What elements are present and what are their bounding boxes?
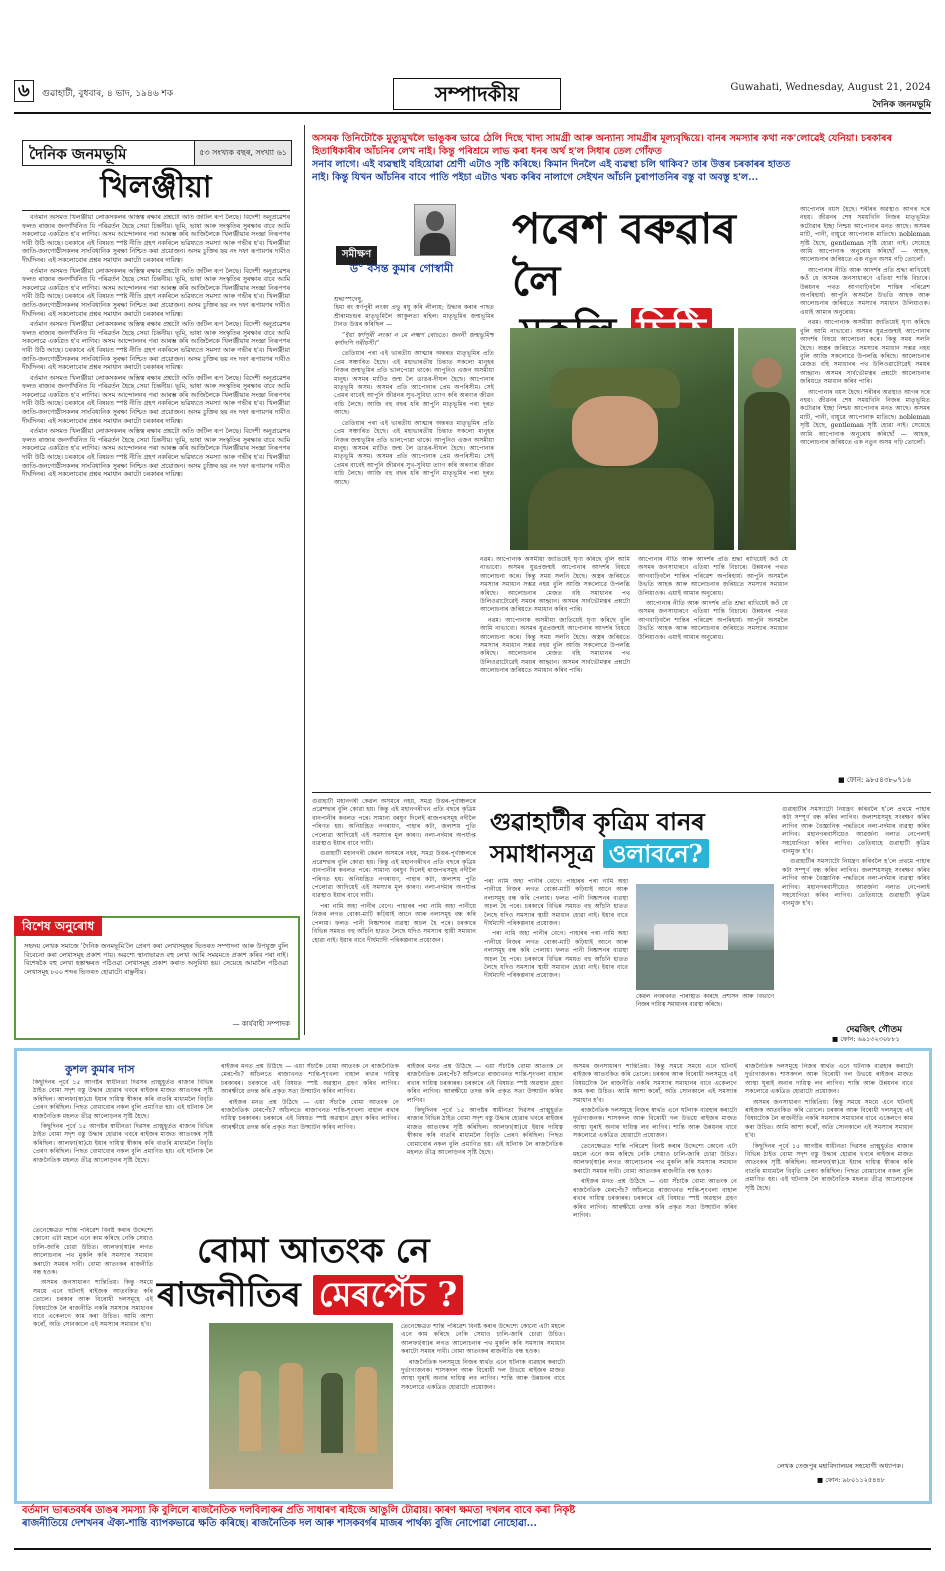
article3-column-left (33, 1227, 153, 1489)
article1-headline-line1: পৰেশ বৰুৱাৰ লৈ (512, 204, 736, 305)
article3-paragraph: ৰাইজৰ মনত প্ৰশ্ন উঠিছে — এয়া সঁচাকৈ বোমা আতংক নে ৰাজনৈতিক মেৰপেঁচ? আঁচলতে ৰাজ্যখনত শান্তি-শৃংখলা বাহাল ৰখাৰ দায়িত্ব চৰকাৰৰ। চৰকাৰে এই বিষয়ত স্পষ্ট অৱস্থান গ্ৰহণ কৰিব লাগিব। আৰক্ষীয়ে তদন্ত কৰি প্ৰকৃত সত্য উদ্ঘাটন কৰিব লাগিব। (407, 1063, 563, 1104)
article3-author-note: লেখক তেজপুৰ মহাবিদ্যালয়ৰ সহযোগী অধ্যাপক। (777, 1462, 904, 1470)
article3-paragraph: অসমৰ জনসাধাৰণ শান্তিপ্ৰিয়। কিন্তু সময়ে সময়ে এনে ঘটনাই ৰাইজক আতংকিত কৰি তোলে। চৰকাৰ আৰু বিৰোধী দলসমূহে এই বিষয়টোক লৈ ৰাজনীতি নকৰি সমস্যাৰ সমাধানৰ বাবে একেলগে কাম কৰা উচিত। আমি আশা কৰোঁ, অতি সোনকালে এই সমস্যাৰ সমাধান হ'ব। (573, 1063, 737, 1104)
article3-paragraph: অসমৰ জনসাধাৰণ শান্তিপ্ৰিয়। কিন্তু সময়ে সময়ে এনে ঘটনাই ৰাইজক আতংকিত কৰি তোলে। চৰকাৰ আৰু বিৰোধী দলসমূহে এই বিষয়টোক লৈ ৰাজনীতি নকৰি সমস্যাৰ সমাধানৰ বাবে একেলগে কাম কৰা উচিত। আমি আশা কৰোঁ, অতি সোনকালে এই সমস্যাৰ সমাধান হ'ব। (33, 1279, 153, 1329)
article3-column-5 (573, 1063, 737, 1489)
article3-paragraph: কিছুদিনৰ পূৰ্বে ১৫ আগষ্টৰ স্বাধীনতা দিৱসৰ প্ৰাক্মুহূৰ্তত ৰাজ্যৰ বিভিন্ন ঠাইত বোমা সদৃশ বস্তু উদ্ধাৰ হোৱাৰ খবৰে ৰাইজৰ মাজত আতংকৰ সৃষ্টি কৰিছিল। আলফা(স্বা)য়ে ইয়াৰ দায়িত্ব স্বীকাৰ কৰি বাতৰি মাধ্যমলৈ বিবৃতি প্ৰেৰণ কৰিছিল। পিছত বোমাবোৰ নকল বুলি প্ৰমাণিত হয়। এই ঘটনাক লৈ ৰাজনৈতিক মহলত তীব্ৰ আলোড়নৰ সৃষ্টি হৈছে। (33, 1079, 213, 1120)
article3-paragraph: তেনেক্ষেত্ৰত শান্তি পৰিৱেশ বিনষ্ট কৰাৰ উদ্দেশ্যে কোনো এটা মহলে এনে কাম কৰিছে নেকি সেয়াও চালি-জাৰি চোৱা উচিত। আলফা(স্বা)ৰ লগত আলোচনাৰ পথ মুকলি কৰি সমস্যাৰ সমাধান কৰাটো সময়ৰ দাবী। বোমা আতংকৰ ৰাজনীতি বন্ধ হওক। (401, 1323, 565, 1356)
article3-column-2 (221, 1063, 399, 1223)
article3-column-6 (745, 1063, 913, 1455)
article2-headline-highlight: ওলাবনে? (603, 839, 709, 868)
article3-paragraph: কিছুদিনৰ পূৰ্বে ১৫ আগষ্টৰ স্বাধীনতা দিৱসৰ প্ৰাক্মুহূৰ্তত ৰাজ্যৰ বিভিন্ন ঠাইত বোমা সদৃশ বস্তু উদ্ধাৰ হোৱাৰ খবৰে ৰাইজৰ মাজত আতংকৰ সৃষ্টি কৰিছিল। আলফা(স্বা)য়ে ইয়াৰ দায়িত্ব স্বীকাৰ কৰি বাতৰি মাধ্যমলৈ বিবৃতি প্ৰেৰণ কৰিছিল। পিছত বোমাবোৰ নকল বুলি প্ৰমাণিত হয়। এই ঘটনাক লৈ ৰাজনৈতিক মহলত তীব্ৰ আলোড়নৰ সৃষ্টি হৈছে। (33, 1123, 213, 1164)
header-rule (14, 112, 931, 114)
masthead-paper-name: দৈনিক জনমভূমি (29, 145, 127, 163)
article1-column-4 (800, 206, 930, 766)
top-banner-line: অসমক তিনিটোকৈ মুত্যুমুখলৈ ভাঙুকৰ ভাৱে ঠেলি দিছে খাদ্য সামগ্ৰী আৰু অন্যান্য সামগ্ৰীৰ মূল্যবৃদ্ধিয়ে। বানৰ সমস্যাৰ কথা নক'লোৱেই যেনিয়া। চৰকাৰৰ হিতাধিকাৰীৰ আঁচনিৰ লেখ নাই। কিন্তু পৰিশ্ৰমে লাভ কৰা ধনৰ অৰ্থ হ'ল সিধাৰ তেল গোঁফত (312, 133, 892, 157)
article2-paragraph: পৰা নামি অহা পানীৰ বেগে। পাহাৰৰ পৰা নামি অহা পানীয়ে নিজৰ লগত বোকা-মাটি কঢ়িয়াই আনে আৰু নলাসমূহ বন্ধ কৰি পেলায়। ফলত পানী নিষ্কাশনৰ ব্যৱস্থা অচল হৈ পৰে। চৰকাৰে বিভিন্ন সময়ত বহু আঁচনি হাতত লৈছে যদিও সমস্যাৰ স্থায়ী সমাধান হোৱা নাই। ইয়াৰ বাবে দীৰ্ঘম্যাদী পৰিকল্পনাৰ প্ৰয়োজন। (484, 878, 628, 928)
article3-paragraph: ৰাজনৈতিক দলসমূহে নিজৰ স্বাৰ্থত এনে ঘটনাক ব্যৱহাৰ কৰাটো দুৰ্ভাগ্যজনক। শাসকদল আৰু বিৰোধী দল উভয়ে ৰাইজৰ মাজত আস্থা ঘূৰাই অনাৰ দায়িত্ব লব লাগিব। শান্তি আৰু উন্নয়নৰ বাবে সকলোৱে একত্ৰিত হোৱাটো প্ৰয়োজন। (573, 1107, 737, 1140)
article1-intro-column (334, 296, 494, 556)
article1-paragraph: আপোনাৰ নীতি আৰু আদৰ্শৰ প্ৰতি শ্ৰদ্ধা ৰাখিয়েই কওঁ যে অসমৰ জনসাধাৰণে এতিয়া শান্তি বিচাৰে। উন্নয়নৰ পথত আগবাঢ়িবলৈ শান্তিৰ পৰিৱেশ অপৰিহাৰ্য। আপুনি অসমলৈ উভতি আহক আৰু আলোচনাৰ জৰিয়তে সমস্যাৰ সমাধান উলিয়াওক। এয়াই আমাৰ অনুৰোধ। (800, 266, 930, 316)
article2-paragraph: গুৱাহাটীৰ সমস্যাটো নিয়ন্ত্ৰণ কৰিবলৈ হ'লে প্ৰথমে পাহাৰ কটা সম্পূৰ্ণ বন্ধ কৰিব লাগিব। জলাশয়সমূহ সংৰক্ষণ কৰিব লাগিব আৰু বৈজ্ঞানিক পদ্ধতিৰে নলা-নৰ্দমাৰ ব্যৱস্থা কৰিব লাগিব। মহানগৰবাসীয়েও আৱৰ্জনা নলাত নেপেলাই সহযোগিতা কৰিব লাগিব। তেতিয়াহে গুৱাহাটী কৃত্ৰিম বানমুক্ত হ'ব। (782, 858, 930, 908)
notice-box (14, 916, 300, 1040)
article1-paragraph: আপোনাৰ বয়স হৈছে। শৰীৰৰ অৱস্থাও আগৰ দৰে নহয়। জীৱনৰ শেষ সময়খিনি নিজৰ মাতৃভূমিত কটোৱাৰ ইচ্ছা নিশ্চয় আপোনাৰ মনত আছে। অসমৰ মাটি, পানী, বায়ুৱে আপোনাক মাতিছে। nobleman সৃষ্টি হৈছে, gentleman সৃষ্টি হোৱা নাই। সেয়েহে আমি আপোনাক অনুৰোধ কৰিছোঁ — আহক, আলোচনাৰ জৰিয়তে এক নতুন অসম গঢ়ি তোলোঁ। (800, 388, 930, 446)
editorial-title: খিলঞ্জীয়া (100, 170, 212, 205)
bottom-banner (22, 1504, 922, 1544)
article2-paragraph: পৰা নামি অহা পানীৰ বেগে। পাহাৰৰ পৰা নামি অহা পানীয়ে নিজৰ লগত বোকা-মাটি কঢ়িয়াই আনে আৰু নলাসমূহ বন্ধ কৰি পেলায়। ফলত পানী নিষ্কাশনৰ ব্যৱস্থা অচল হৈ পৰে। চৰকাৰে বিভিন্ন সময়ত বহু আঁচনি হাতত লৈছে যদিও সমস্যাৰ স্থায়ী সমাধান হোৱা নাই। ইয়াৰ বাবে দীৰ্ঘম্যাদী পৰিকল্পনাৰ প্ৰয়োজন। (484, 930, 628, 980)
article2-paragraph: গুৱাহাটী মহানগৰী কেৱল অসমৰে নহয়, সমগ্ৰ উত্তৰ-পূৰ্বাঞ্চলৰে প্ৰৱেশদ্বাৰ বুলি কোৱা হয়। কিন্তু এই মহানগৰীখন প্ৰতি বছৰে কৃত্ৰিম বানপানীৰ কবলত পৰে। সামান্য বৰষুণ দিলেই ৰাজপথসমূহ নদীলৈ পৰিণত হয়। অনিয়ন্ত্ৰিত নগৰায়ণ, পাহাৰ কটা, জলাশয় পুতি পেলোৱা আদিয়েই এই সমস্যাৰ মূল কাৰণ। নলা-নৰ্দমাৰ অপৰ্যাপ্ত ব্যৱস্থাও ইয়াৰ বাবে দায়ী। (312, 798, 476, 848)
bottom-banner-line: বৰ্তমান ভাৰতবৰ্ষৰ ডাঙৰ সমস্যা কি বুলিলে ৰাজনৈতিক দলবিলাকৰ প্ৰতি সাধাৰণ ৰাইজে আঙুলি টোৱায়। কাৰণ ক্ষমতা দখলৰ বাবে কৰা নিকৃষ্ট (22, 1505, 576, 1516)
article1-paragraph: আপোনাৰ নীতি আৰু আদৰ্শৰ প্ৰতি শ্ৰদ্ধা ৰাখিয়েই কওঁ যে অসমৰ জনসাধাৰণে এতিয়া শান্তি বিচাৰে। উন্নয়নৰ পথত আগবাঢ়িবলৈ শান্তিৰ পৰিৱেশ অপৰিহাৰ্য। আপুনি অসমলৈ উভতি আহক আৰু আলোচনাৰ জৰিয়তে সমস্যাৰ সমাধান উলিয়াওক। এয়াই আমাৰ অনুৰোধ। (638, 556, 788, 597)
section-divider (312, 792, 931, 793)
article1-author: ড° বসন্ত কুমাৰ গোস্বামী (350, 262, 454, 275)
article1-paragraph: নৱম। আপোনাক অসমীয়া জাতিয়েই ঘৃণা কৰিছে বুলি আমি নাভাবো। অসমৰ যুৱপ্ৰজন্মই আপোনাৰ আদৰ্শৰ বিষয়ে আলোচনা কৰে। কিন্তু সময় সলনি হৈছে। অস্ত্ৰৰ জৰিয়তে সমস্যাৰ সমাধান সম্ভৱ নহয় বুলি আজি সকলোৱে উপলব্ধি কৰিছে। আলোচনাৰ মেজত বহি সমাধানৰ পথ উলিওৱাটোৱেই সময়ৰ আহ্বান। অসমৰ সাৰ্বভৌমত্বৰ প্ৰশ্নটো আলোচনাৰ জৰিয়তে সমাধান কৰিব পাৰি। (480, 556, 630, 614)
masthead (22, 140, 292, 166)
editorial-paragraph: বৰ্তমান অসমত খিলঞ্জীয়া লোকসকলৰ অস্তিত্ব ৰক্ষাৰ প্ৰশ্নটো অতি জটিল ৰূপ লৈছে। বিদেশী অনুপ্ৰৱেশৰ ফলত ৰাজ্যৰ জনগাঁথনিত যি পৰিৱৰ্তন হৈছে সেয়া চিন্তনীয়। ভূমি, ভাষা আৰু সংস্কৃতিৰ সুৰক্ষাৰ বাবে আমি সকলোৱে একত্ৰিত হ'ব লাগিব। অসম আন্দোলনৰ পৰা আৰম্ভ কৰি আজিলৈকে খিলঞ্জীয়াৰ সংজ্ঞা নিৰূপণৰ দাবী উঠি আছে। চৰকাৰে এই বিষয়ত স্পষ্ট নীতি গ্ৰহণ নকৰিলে ভৱিষ্যতে সমস্যা আৰু গভীৰ হ'ব। খিলঞ্জীয়া জাতি-জনগোষ্ঠীসকলৰ সাংবিধানিক সুৰক্ষা নিশ্চিত কৰা প্ৰয়োজন। অসম চুক্তিৰ ছয় নং দফা ৰূপায়ণৰ দাবীও দীৰ্ঘদিনৰ। এই সকলোবোৰ প্ৰশ্নৰ সমাধান কৰাটো চৰকাৰৰ দায়িত্ব। (22, 428, 290, 479)
article3-paragraph: ৰাজনৈতিক দলসমূহে নিজৰ স্বাৰ্থত এনে ঘটনাক ব্যৱহাৰ কৰাটো দুৰ্ভাগ্যজনক। শাসকদল আৰু বিৰোধী দল উভয়ে ৰাইজৰ মাজত আস্থা ঘূৰাই অনাৰ দায়িত্ব লব লাগিব। শান্তি আৰু উন্নয়নৰ বাবে সকলোৱে একত্ৰিত হোৱাটো প্ৰয়োজন। (401, 1358, 565, 1391)
article3-paragraph: কিছুদিনৰ পূৰ্বে ১৫ আগষ্টৰ স্বাধীনতা দিৱসৰ প্ৰাক্মুহূৰ্তত ৰাজ্যৰ বিভিন্ন ঠাইত বোমা সদৃশ বস্তু উদ্ধাৰ হোৱাৰ খবৰে ৰাইজৰ মাজত আতংকৰ সৃষ্টি কৰিছিল। আলফা(স্বা)য়ে ইয়াৰ দায়িত্ব স্বীকাৰ কৰি বাতৰি মাধ্যমলৈ বিবৃতি প্ৰেৰণ কৰিছিল। পিছত বোমাবোৰ নকল বুলি প্ৰমাণিত হয়। এই ঘটনাক লৈ ৰাজনৈতিক মহলত তীব্ৰ আলোড়নৰ সৃষ্টি হৈছে। (407, 1107, 563, 1157)
header-date-left: গুৱাহাটী, বুধবাৰ, ৪ ভাদ, ১৯৪৬ শক (42, 89, 174, 99)
article3-paragraph: কিছুদিনৰ পূৰ্বে ১৫ আগষ্টৰ স্বাধীনতা দিৱসৰ প্ৰাক্মুহূৰ্তত ৰাজ্যৰ বিভিন্ন ঠাইত বোমা সদৃশ বস্তু উদ্ধাৰ হোৱাৰ খবৰে ৰাইজৰ মাজত আতংকৰ সৃষ্টি কৰিছিল। আলফা(স্বা)য়ে ইয়াৰ দায়িত্ব স্বীকাৰ কৰি বাতৰি মাধ্যমলৈ বিবৃতি প্ৰেৰণ কৰিছিল। পিছত বোমাবোৰ নকল বুলি প্ৰমাণিত হয়। এই ঘটনাক লৈ ৰাজনৈতিক মহলত তীব্ৰ আলোড়নৰ সৃষ্টি হৈছে। (745, 1142, 913, 1192)
notice-signature: — কাৰ্যবাহী সম্পাদক (232, 1020, 290, 1028)
article3-paragraph: তেনেক্ষেত্ৰত শান্তি পৰিৱেশ বিনষ্ট কৰাৰ উদ্দেশ্যে কোনো এটা মহলে এনে কাম কৰিছে নেকি সেয়াও চালি-জাৰি চোৱা উচিত। আলফা(স্বা)ৰ লগত আলোচনাৰ পথ মুকলি কৰি সমস্যাৰ সমাধান কৰাটো সময়ৰ দাবী। বোমা আতংকৰ ৰাজনীতি বন্ধ হওক। (33, 1227, 153, 1277)
footer-rule (14, 1548, 931, 1550)
article1-paragraph: নৱম। আপোনাক অসমীয়া জাতিয়েই ঘৃণা কৰিছে বুলি আমি নাভাবো। অসমৰ যুৱপ্ৰজন্মই আপোনাৰ আদৰ্শৰ বিষয়ে আলোচনা কৰে। কিন্তু সময় সলনি হৈছে। অস্ত্ৰৰ জৰিয়তে সমস্যাৰ সমাধান সম্ভৱ নহয় বুলি আজি সকলোৱে উপলব্ধি কৰিছে। আলোচনাৰ মেজত বহি সমাধানৰ পথ উলিওৱাটোৱেই সময়ৰ আহ্বান। অসমৰ সাৰ্বভৌমত্বৰ প্ৰশ্নটো আলোচনাৰ জৰিয়তে সমাধান কৰিব পাৰি। (480, 616, 630, 675)
page-number: ৬ (14, 80, 34, 102)
editorial-paragraph: বৰ্তমান অসমত খিলঞ্জীয়া লোকসকলৰ অস্তিত্ব ৰক্ষাৰ প্ৰশ্নটো অতি জটিল ৰূপ লৈছে। বিদেশী অনুপ্ৰৱেশৰ ফলত ৰাজ্যৰ জনগাঁথনিত যি পৰিৱৰ্তন হৈছে সেয়া চিন্তনীয়। ভূমি, ভাষা আৰু সংস্কৃতিৰ সুৰক্ষাৰ বাবে আমি সকলোৱে একত্ৰিত হ'ব লাগিব। অসম আন্দোলনৰ পৰা আৰম্ভ কৰি আজিলৈকে খিলঞ্জীয়াৰ সংজ্ঞা নিৰূপণৰ দাবী উঠি আছে। চৰকাৰে এই বিষয়ত স্পষ্ট নীতি গ্ৰহণ নকৰিলে ভৱিষ্যতে সমস্যা আৰু গভীৰ হ'ব। খিলঞ্জীয়া জাতি-জনগোষ্ঠীসকলৰ সাংবিধানিক সুৰক্ষা নিশ্চিত কৰা প্ৰয়োজন। অসম চুক্তিৰ ছয় নং দফা ৰূপায়ণৰ দাবীও দীৰ্ঘদিনৰ। এই সকলোবোৰ প্ৰশ্নৰ সমাধান কৰাটো চৰকাৰৰ দায়িত্ব। (22, 267, 290, 318)
header-paper-name: দৈনিক জনমভূমি (872, 100, 931, 110)
article2-phone: ■ ফোন: ৬৯১৩২৩০৮৮১ (832, 1035, 900, 1043)
notice-body: সহৃদয় লেখক সমাজে 'দৈনিক জনমভূমি'লৈ প্ৰেৰণ কৰা লেখাসমূহৰ ভিতৰত সম্পাদনা আৰু উপযুক্ত বুলি বিবেচনা কৰা লেখাসমূহ প্ৰকাশ পায়। অৱশ্যে স্থানাভাৱত বহু লেখা আমি সময়মতে প্ৰকাশ কৰিব পৰা নাই। বিশেষকৈ বহু লেখা হস্তাক্ষৰত পঠিওৱা লেখাসমূহ প্ৰকাশ কৰাত অসুবিধা হয়। সেয়েহে আমালৈ পঠিওৱা লেখাসমূহ ৮০০ শব্দৰ ভিতৰত হোৱাটো বাঞ্ছনীয়। (24, 942, 288, 976)
article3-author: কুশল কুমাৰ দাস (65, 1063, 135, 1076)
column-label: সমীক্ষণ (336, 246, 377, 265)
article3-paragraph: ৰাইজৰ মনত প্ৰশ্ন উঠিছে — এয়া সঁচাকৈ বোমা আতংক নে ৰাজনৈতিক মেৰপেঁচ? আঁচলতে ৰাজ্যখনত শান্তি-শৃংখলা বাহাল ৰখাৰ দায়িত্ব চৰকাৰৰ। চৰকাৰে এই বিষয়ত স্পষ্ট অৱস্থান গ্ৰহণ কৰিব লাগিব। আৰক্ষীয়ে তদন্ত কৰি প্ৰকৃত সত্য উদ্ঘাটন কৰিব লাগিব। (573, 1178, 737, 1219)
article2-column-2 (484, 878, 628, 1038)
article3-photo (209, 1323, 393, 1489)
article1-paragraph: নৱম। আপোনাক অসমীয়া জাতিয়েই ঘৃণা কৰিছে বুলি আমি নাভাবো। অসমৰ যুৱপ্ৰজন্মই আপোনাৰ আদৰ্শৰ বিষয়ে আলোচনা কৰে। কিন্তু সময় সলনি হৈছে। অস্ত্ৰৰ জৰিয়তে সমস্যাৰ সমাধান সম্ভৱ নহয় বুলি আজি সকলোৱে উপলব্ধি কৰিছে। আলোচনাৰ মেজত বহি সমাধানৰ পথ উলিওৱাটোৱেই সময়ৰ আহ্বান। অসমৰ সাৰ্বভৌমত্বৰ প্ৰশ্নটো আলোচনাৰ জৰিয়তে সমাধান কৰিব পাৰি। (800, 319, 930, 386)
article1-quote: “ইয়া স্বৰ্ণপুৰী লংকা ন মে লক্ষ্মণ ৰোচতে। জননী জন্মভূমিশ্চ স্বৰ্গাদপি গৰীয়সী।” (334, 331, 494, 348)
article2-column-3 (782, 806, 930, 1022)
article3-paragraph: ৰাইজৰ মনত প্ৰশ্ন উঠিছে — এয়া সঁচাকৈ বোমা আতংক নে ৰাজনৈতিক মেৰপেঁচ? আঁচলতে ৰাজ্যখনত শান্তি-শৃংখলা বাহাল ৰখাৰ দায়িত্ব চৰকাৰৰ। চৰকাৰে এই বিষয়ত স্পষ্ট অৱস্থান গ্ৰহণ কৰিব লাগিব। আৰক্ষীয়ে তদন্ত কৰি প্ৰকৃত সত্য উদ্ঘাটন কৰিব লাগিব। (221, 1063, 399, 1096)
article3-paragraph: তেনেক্ষেত্ৰত শান্তি পৰিৱেশ বিনষ্ট কৰাৰ উদ্দেশ্যে কোনো এটা মহলে এনে কাম কৰিছে নেকি সেয়াও চালি-জাৰি চোৱা উচিত। আলফা(স্বা)ৰ লগত আলোচনাৰ পথ মুকলি কৰি সমস্যাৰ সমাধান কৰাটো সময়ৰ দাবী। বোমা আতংকৰ ৰাজনীতি বন্ধ হওক। (573, 1142, 737, 1175)
top-banner (312, 132, 930, 192)
article2-headline (490, 806, 790, 870)
article1-photo-2 (738, 328, 796, 550)
article3-column-1 (33, 1079, 213, 1223)
article2-paragraph: পৰা নামি অহা পানীৰ বেগে। পাহাৰৰ পৰা নামি অহা পানীয়ে নিজৰ লগত বোকা-মাটি কঢ়িয়াই আনে আৰু নলাসমূহ বন্ধ কৰি পেলায়। ফলত পানী নিষ্কাশনৰ ব্যৱস্থা অচল হৈ পৰে। চৰকাৰে বিভিন্ন সময়ত বহু আঁচনি হাতত লৈছে যদিও সমস্যাৰ স্থায়ী সমাধান হোৱা নাই। ইয়াৰ বাবে দীৰ্ঘম্যাদী পৰিকল্পনাৰ প্ৰয়োজন। (312, 902, 476, 944)
article3-headline-word: ৰাজনীতিৰ (157, 1275, 301, 1315)
article1-paragraph: আপোনাৰ নীতি আৰু আদৰ্শৰ প্ৰতি শ্ৰদ্ধা ৰাখিয়েই কওঁ যে অসমৰ জনসাধাৰণে এতিয়া শান্তি বিচাৰে। উন্নয়নৰ পথত আগবাঢ়িবলৈ শান্তিৰ পৰিৱেশ অপৰিহাৰ্য। আপুনি অসমলৈ উভতি আহক আৰু আলোচনাৰ জৰিয়তে সমস্যাৰ সমাধান উলিয়াওক। এয়াই আমাৰ অনুৰোধ। (638, 600, 788, 641)
top-banner-line: সনাব লাগে। এই ব্যৱস্থাই বহিয়োৱা শ্ৰেণী এটাও সৃষ্টি কৰিছে। কিমান দিনলৈ এই ব্যৱস্থা চলি থাকিব? তাৰ উত্তৰ চৰকাৰৰ হাতত (312, 159, 791, 170)
author-photo (414, 204, 456, 256)
editorial-body (22, 214, 290, 894)
article1-paragraph: তেতিয়াৰ পৰা এই ভাৰতীয় আত্মাৰ অন্তৰত মাতৃভূমিৰ প্ৰতি প্ৰেম সঞ্চাৰিত হৈছে। এই মহাভাৰতীয় চিন্তাত সকলো মানুহৰ নিজৰ জন্মভূমিৰ প্ৰতি ভালপোৱা থাকে। আপুনিও এজন অসমীয়া মানুহ। অসমৰ মাটিত জন্ম লৈ ডাঙৰ-দীঘল হৈছে। আপোনাৰ মাতৃভূমি অসম। অসমৰ প্ৰতি আপোনাৰ প্ৰেম অপৰিসীম। সেই প্ৰেমৰ বাবেই আপুনি জীৱনৰ সুখ-সুবিধা ত্যাগ কৰি অৰণ্যৰ জীৱন বাচি লৈছে। আজি বহু বছৰ ধৰি আপুনি মাতৃভূমিৰ পৰা দূৰত আছে। (334, 350, 494, 417)
article1-paragraph: আপোনাৰ বয়স হৈছে। শৰীৰৰ অৱস্থাও আগৰ দৰে নহয়। জীৱনৰ শেষ সময়খিনি নিজৰ মাতৃভূমিত কটোৱাৰ ইচ্ছা নিশ্চয় আপোনাৰ মনত আছে। অসমৰ মাটি, পানী, বায়ুৱে আপোনাক মাতিছে। nobleman সৃষ্টি হৈছে, gentleman সৃষ্টি হোৱা নাই। সেয়েহে আমি আপোনাক অনুৰোধ কৰিছোঁ — আহক, আলোচনাৰ জৰিয়তে এক নতুন অসম গঢ়ি তোলোঁ। (800, 206, 930, 264)
article2-author: দেৱজিৎ গৌতম (846, 1025, 903, 1035)
article3-frame (14, 1048, 932, 1504)
article3-paragraph: অসমৰ জনসাধাৰণ শান্তিপ্ৰিয়। কিন্তু সময়ে সময়ে এনে ঘটনাই ৰাইজক আতংকিত কৰি তোলে। চৰকাৰ আৰু বিৰোধী দলসমূহে এই বিষয়টোক লৈ ৰাজনীতি নকৰি সমস্যাৰ সমাধানৰ বাবে একেলগে কাম কৰা উচিত। আমি আশা কৰোঁ, অতি সোনকালে এই সমস্যাৰ সমাধান হ'ব। (745, 1098, 913, 1140)
editorial-paragraph: বৰ্তমান অসমত খিলঞ্জীয়া লোকসকলৰ অস্তিত্ব ৰক্ষাৰ প্ৰশ্নটো অতি জটিল ৰূপ লৈছে। বিদেশী অনুপ্ৰৱেশৰ ফলত ৰাজ্যৰ জনগাঁথনিত যি পৰিৱৰ্তন হৈছে সেয়া চিন্তনীয়। ভূমি, ভাষা আৰু সংস্কৃতিৰ সুৰক্ষাৰ বাবে আমি সকলোৱে একত্ৰিত হ'ব লাগিব। অসম আন্দোলনৰ পৰা আৰম্ভ কৰি আজিলৈকে খিলঞ্জীয়াৰ সংজ্ঞা নিৰূপণৰ দাবী উঠি আছে। চৰকাৰে এই বিষয়ত স্পষ্ট নীতি গ্ৰহণ নকৰিলে ভৱিষ্যতে সমস্যা আৰু গভীৰ হ'ব। খিলঞ্জীয়া জাতি-জনগোষ্ঠীসকলৰ সাংবিধানিক সুৰক্ষা নিশ্চিত কৰা প্ৰয়োজন। অসম চুক্তিৰ ছয় নং দফা ৰূপায়ণৰ দাবীও দীৰ্ঘদিনৰ। এই সকলোবোৰ প্ৰশ্নৰ সমাধান কৰাটো চৰকাৰৰ দায়িত্ব। (22, 321, 290, 372)
editorial-paragraph: বৰ্তমান অসমত খিলঞ্জীয়া লোকসকলৰ অস্তিত্ব ৰক্ষাৰ প্ৰশ্নটো অতি জটিল ৰূপ লৈছে। বিদেশী অনুপ্ৰৱেশৰ ফলত ৰাজ্যৰ জনগাঁথনিত যি পৰিৱৰ্তন হৈছে সেয়া চিন্তনীয়। ভূমি, ভাষা আৰু সংস্কৃতিৰ সুৰক্ষাৰ বাবে আমি সকলোৱে একত্ৰিত হ'ব লাগিব। অসম আন্দোলনৰ পৰা আৰম্ভ কৰি আজিলৈকে খিলঞ্জীয়াৰ সংজ্ঞা নিৰূপণৰ দাবী উঠি আছে। চৰকাৰে এই বিষয়ত স্পষ্ট নীতি গ্ৰহণ নকৰিলে ভৱিষ্যতে সমস্যা আৰু গভীৰ হ'ব। খিলঞ্জীয়া জাতি-জনগোষ্ঠীসকলৰ সাংবিধানিক সুৰক্ষা নিশ্চিত কৰা প্ৰয়োজন। অসম চুক্তিৰ ছয় নং দফা ৰূপায়ণৰ দাবীও দীৰ্ঘদিনৰ। এই সকলোবোৰ প্ৰশ্নৰ সমাধান কৰাটো চৰকাৰৰ দায়িত্ব। (22, 374, 290, 425)
article2-headline-line2 (490, 838, 790, 870)
article2-paragraph: গুৱাহাটীৰ সমস্যাটো নিয়ন্ত্ৰণ কৰিবলৈ হ'লে প্ৰথমে পাহাৰ কটা সম্পূৰ্ণ বন্ধ কৰিব লাগিব। জলাশয়সমূহ সংৰক্ষণ কৰিব লাগিব আৰু বৈজ্ঞানিক পদ্ধতিৰে নলা-নৰ্দমাৰ ব্যৱস্থা কৰিব লাগিব। মহানগৰবাসীয়েও আৱৰ্জনা নলাত নেপেলাই সহযোগিতা কৰিব লাগিব। তেতিয়াহে গুৱাহাটী কৃত্ৰিম বানমুক্ত হ'ব। (782, 806, 930, 856)
article2-photo (636, 884, 774, 990)
article3-headline-highlight: মেৰপেঁচ ? (313, 1275, 464, 1315)
article1-intro: শ্ৰদ্ধাস্পদেষু, হিমা ৰং স্বৰ্ণপুৰী লংকা প্ৰভু ৰঘু কৰি লীলায়; উদ্ধাৰ কৰাৰ পাছত শ্ৰীৰামচন্দ্ৰৰ মাতৃভূমিলৈ আকুলতা ৰহিল। মাতৃভূমিৰ জন্মভূমিৰ টানত উত্তৰ কৰিছিল — (334, 296, 494, 329)
article1-column-2 (480, 556, 630, 796)
article1-paragraph: তেতিয়াৰ পৰা এই ভাৰতীয় আত্মাৰ অন্তৰত মাতৃভূমিৰ প্ৰতি প্ৰেম সঞ্চাৰিত হৈছে। এই মহাভাৰতীয় চিন্তাত সকলো মানুহৰ নিজৰ জন্মভূমিৰ প্ৰতি ভালপোৱা থাকে। আপুনিও এজন অসমীয়া মানুহ। অসমৰ মাটিত জন্ম লৈ ডাঙৰ-দীঘল হৈছে। আপোনাৰ মাতৃভূমি অসম। অসমৰ প্ৰতি আপোনাৰ প্ৰেম অপৰিসীম। সেই প্ৰেমৰ বাবেই আপুনি জীৱনৰ সুখ-সুবিধা ত্যাগ কৰি অৰণ্যৰ জীৱন বাচি লৈছে। আজি বহু বছৰ ধৰি আপুনি মাতৃভূমিৰ পৰা দূৰত আছে। (334, 419, 494, 486)
article1-phone: ■ ফোন: ৯৮৫৪৩৮০৭১৬ (838, 776, 912, 784)
article3-column-3 (407, 1063, 563, 1223)
article2-headline-word: সমাধানসূত্ৰ (490, 839, 595, 868)
article3-headline-line1: বোমা আতংক নে (197, 1231, 430, 1271)
top-banner-line: নাই। কিন্তু যিখন আঁচনিৰ বাবে পাতি পইচা এটাও খৰচ কৰিব নালাগে সেইখন আঁচনি চুৰাপাতনিৰ বস্তু বা অবস্তু হ'ল... (312, 172, 759, 183)
article1-photo (510, 328, 734, 550)
article2-paragraph: গুৱাহাটী মহানগৰী কেৱল অসমৰে নহয়, সমগ্ৰ উত্তৰ-পূৰ্বাঞ্চলৰে প্ৰৱেশদ্বাৰ বুলি কোৱা হয়। কিন্তু এই মহানগৰীখন প্ৰতি বছৰে কৃত্ৰিম বানপানীৰ কবলত পৰে। সামান্য বৰষুণ দিলেই ৰাজপথসমূহ নদীলৈ পৰিণত হয়। অনিয়ন্ত্ৰিত নগৰায়ণ, পাহাৰ কটা, জলাশয় পুতি পেলোৱা আদিয়েই এই সমস্যাৰ মূল কাৰণ। নলা-নৰ্দমাৰ অপৰ্যাপ্ত ব্যৱস্থাও ইয়াৰ বাবে দায়ী। (312, 850, 476, 900)
article3-column-4 (401, 1323, 565, 1489)
article3-paragraph: ৰাজনৈতিক দলসমূহে নিজৰ স্বাৰ্থত এনে ঘটনাক ব্যৱহাৰ কৰাটো দুৰ্ভাগ্যজনক। শাসকদল আৰু বিৰোধী দল উভয়ে ৰাইজৰ মাজত আস্থা ঘূৰাই অনাৰ দায়িত্ব লব লাগিব। শান্তি আৰু উন্নয়নৰ বাবে সকলোৱে একত্ৰিত হোৱাটো প্ৰয়োজন। (745, 1063, 913, 1096)
article3-phone: ■ ফোন: ৯৮০১১২৫৪৪৮ (817, 1476, 885, 1484)
article3-paragraph: ৰাইজৰ মনত প্ৰশ্ন উঠিছে — এয়া সঁচাকৈ বোমা আতংক নে ৰাজনৈতিক মেৰপেঁচ? আঁচলতে ৰাজ্যখনত শান্তি-শৃংখলা বাহাল ৰখাৰ দায়িত্ব চৰকাৰৰ। চৰকাৰে এই বিষয়ত স্পষ্ট অৱস্থান গ্ৰহণ কৰিব লাগিব। আৰক্ষীয়ে তদন্ত কৰি প্ৰকৃত সত্য উদ্ঘাটন কৰিব লাগিব। (221, 1098, 399, 1131)
header-date-right: Guwahati, Wednesday, August 21, 2024 (730, 82, 931, 93)
bottom-banner-line: ৰাজনীতিয়ে দেশখনৰ ঐক্য-শান্তি ব্যাপকভাৱে ক্ষতি কৰিছে। ৰাজনৈতিক দল আৰু শাসকবৰ্গৰ মাজৰ পাৰ্থক্য বুজি নোপোৱা নোহোৱা... (22, 1518, 537, 1529)
article2-headline-line1: গুৱাহাটীৰ কৃত্ৰিম বানৰ (490, 807, 705, 836)
article3-headline (157, 1229, 577, 1317)
article3-headline-line2 (157, 1273, 577, 1317)
masthead-volume: ৫৩ সংখ্যক বছৰ, সংখ্যা ৬১ (194, 141, 291, 165)
section-title: সম্পাদকীয় (393, 78, 561, 110)
editorial-paragraph: বৰ্তমান অসমত খিলঞ্জীয়া লোকসকলৰ অস্তিত্ব ৰক্ষাৰ প্ৰশ্নটো অতি জটিল ৰূপ লৈছে। বিদেশী অনুপ্ৰৱেশৰ ফলত ৰাজ্যৰ জনগাঁথনিত যি পৰিৱৰ্তন হৈছে সেয়া চিন্তনীয়। ভূমি, ভাষা আৰু সংস্কৃতিৰ সুৰক্ষাৰ বাবে আমি সকলোৱে একত্ৰিত হ'ব লাগিব। অসম আন্দোলনৰ পৰা আৰম্ভ কৰি আজিলৈকে খিলঞ্জীয়াৰ সংজ্ঞা নিৰূপণৰ দাবী উঠি আছে। চৰকাৰে এই বিষয়ত স্পষ্ট নীতি গ্ৰহণ নকৰিলে ভৱিষ্যতে সমস্যা আৰু গভীৰ হ'ব। খিলঞ্জীয়া জাতি-জনগোষ্ঠীসকলৰ সাংবিধানিক সুৰক্ষা নিশ্চিত কৰা প্ৰয়োজন। অসম চুক্তিৰ ছয় নং দফা ৰূপায়ণৰ দাবীও দীৰ্ঘদিনৰ। এই সকলোবোৰ প্ৰশ্নৰ সমাধান কৰাটো চৰকাৰৰ দায়িত্ব। (22, 214, 290, 264)
notice-title: বিশেষ অনুৰোধ (14, 916, 102, 936)
article1-column-3 (638, 556, 788, 796)
editorial-title-rule (22, 210, 290, 211)
article2-photo-caption: কেৱল নগৰখনত পৰিস্থিতি কৰিছে প্ৰশাসন আৰু বিভাগে নিজৰ দায়িত্ব সমাধানৰ ব্যৱস্থা কৰিছে। (636, 994, 774, 1008)
article2-column-1 (312, 798, 476, 1038)
column-divider (304, 125, 305, 1035)
